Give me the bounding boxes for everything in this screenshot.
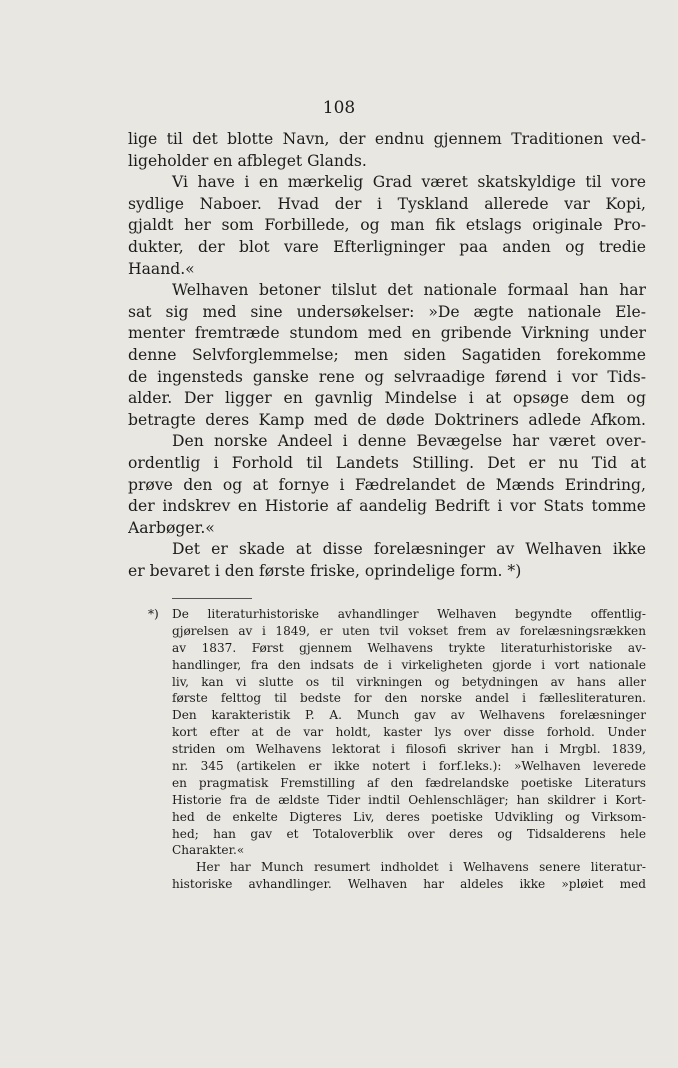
text-line: betragte deres Kamp med de døde Doktriners adlede Afkom. xyxy=(128,410,646,429)
footnote-line: liv, kan vi slutte os til virkningen og betydningen av hans aller xyxy=(172,674,646,689)
text-line: Welhaven betoner tilslut det nationale formaal han har xyxy=(172,281,646,300)
text-line: ordentlig i Forhold til Landets Stilling. Det er nu Tid at xyxy=(128,453,646,472)
footnote-line: *) De literaturhistoriske avhandlinger Welhaven begyndte offentlig‑ xyxy=(148,607,646,621)
text-line: lige til det blotte Navn, der endnu gjennem Traditionen ved‑ xyxy=(128,130,646,148)
footnote-line: hed; han gav et Totaloverblik over deres og Tidsalderens hele xyxy=(172,826,646,841)
text-line: sydlige Naboer. Hvad der i Tyskland allerede var Kopi, xyxy=(128,194,646,213)
footnote-line: av 1837. Først gjennem Welhavens trykte literaturhistoriske av‑ xyxy=(172,640,646,655)
text-line: der indskrev en Historie af aandelig Bedrift i vor Stats tomme xyxy=(128,497,646,516)
page-number: 108 xyxy=(322,98,356,118)
text-line: prøve den og at fornye i Fædrelandet de Mænds Erindring, xyxy=(128,475,646,494)
footnote-divider xyxy=(172,598,252,599)
text-line: sat sig med sine undersøkelser: »De ægte nationale Ele‑ xyxy=(128,302,646,321)
footnote-line: nr. 345 (artikelen er ikke notert i forf.leks.): »Welhaven leverede xyxy=(172,759,646,774)
text-line: menter fremtræde stundom med en gribende Virkning under xyxy=(128,324,646,343)
text-line: Det er skade at disse forelæsninger av Welhaven ikke xyxy=(172,540,646,559)
text-line: Aarbøger.« xyxy=(128,518,215,537)
text-line: gjaldt her som Forbillede, og man fik etslags originale Pro‑ xyxy=(128,216,646,235)
footnote-marker: *) xyxy=(148,607,159,621)
footnote-line: handlinger, fra den indsats de i virkeligheten gjorde i vort nationale xyxy=(172,657,646,672)
text-line: dukter, der blot vare Efterligninger paa anden og tredie xyxy=(128,237,646,256)
footnote-line: gjørelsen av i 1849, er uten tvil vokset frem av forelæsningsrækken xyxy=(172,623,646,638)
text-line: Den norske Andeel i denne Bevægelse har været over‑ xyxy=(172,432,646,451)
footnote-line: en pragmatisk Fremstilling af den fædrelandske poetiske Literaturs xyxy=(172,775,646,790)
footnote-line: Her har Munch resumert indholdet i Welhavens senere literatur‑ xyxy=(196,860,646,875)
text-line: ligeholder en afbleget Glands. xyxy=(128,151,367,170)
footnote-line: Charakter.« xyxy=(172,843,245,858)
text-line: de ingensteds ganske rene og selvraadige førend i vor Tids‑ xyxy=(128,367,646,386)
text-line: er bevaret i den første friske, oprindelige form. *) xyxy=(128,561,522,580)
text-line: Haand.« xyxy=(128,259,195,278)
text-line: denne Selvforglemmelse; men siden Sagatiden forekomme xyxy=(128,345,646,364)
footnote-line: hed de enkelte Digteres Liv, deres poetiske Udvikling og Virksom‑ xyxy=(172,809,646,824)
footnote-line: striden om Welhavens lektorat i filosofi skriver han i Mrgbl. 1839, xyxy=(172,742,646,757)
footnote-line: historiske avhandlinger. Welhaven har aldeles ikke »pløiet med xyxy=(172,877,646,892)
footnote-line: Historie fra de ældste Tider indtil Oehlenschläger; han skildrer i Kort‑ xyxy=(172,792,646,807)
text-line: Vi have i en mærkelig Grad været skatskyldige til vore xyxy=(172,173,646,192)
footnote xyxy=(148,606,646,893)
text-line: alder. Der ligger en gavnlig Mindelse i at opsøge dem og xyxy=(128,389,646,408)
footnote-line: første felttog til bedste for den norske andel i fællesliteraturen. xyxy=(172,691,646,706)
footnote-line: Den karakteristik P. A. Munch gav av Welhavens forelæsninger xyxy=(172,708,646,723)
footnote-line: kort efter at de var holdt, kaster lys over disse forhold. Under xyxy=(172,725,646,740)
main-text xyxy=(128,129,646,582)
